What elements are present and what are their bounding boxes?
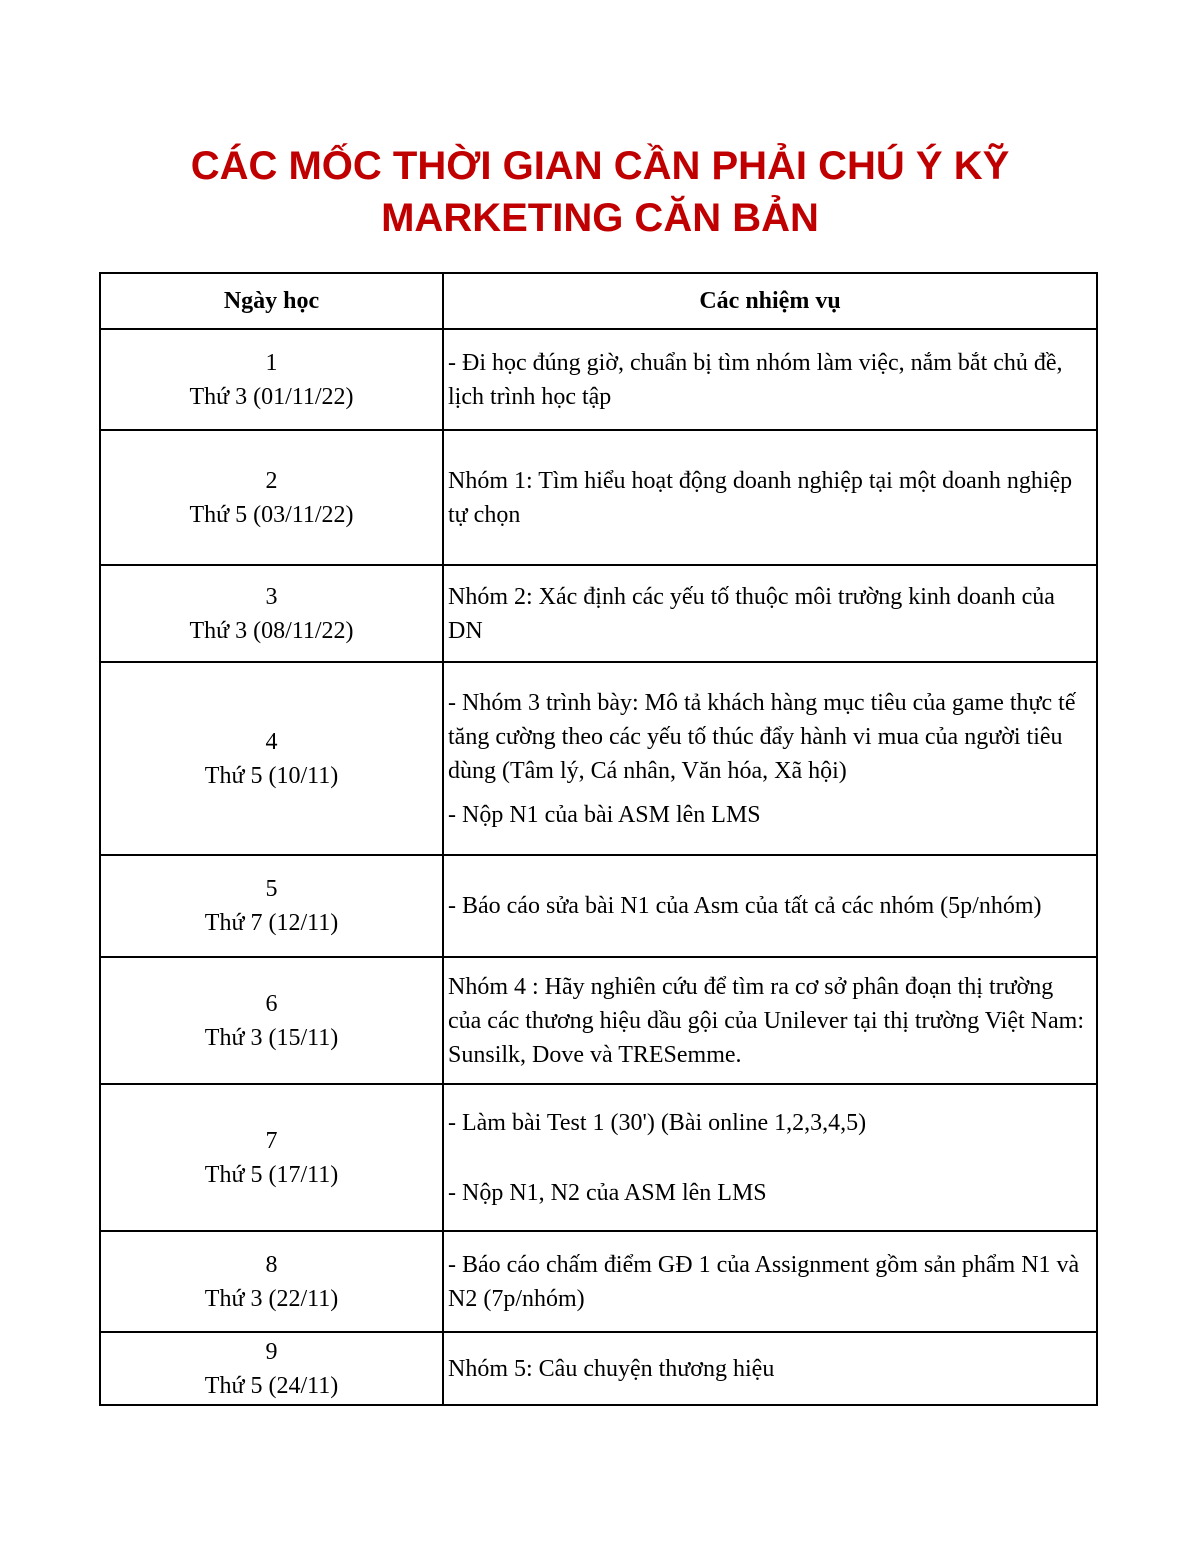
session-number: 1 <box>265 349 278 376</box>
day-cell <box>100 1231 443 1332</box>
session-date: Thứ 7 (12/11) <box>204 910 339 936</box>
session-number: 6 <box>265 990 278 1017</box>
day-cell <box>100 855 443 957</box>
task-item: Nhóm 5: Câu chuyện thương hiệu <box>448 1355 775 1382</box>
table-row <box>100 1332 1097 1405</box>
session-date: Thứ 3 (01/11/22) <box>189 383 354 410</box>
tasks-cell <box>443 329 1097 430</box>
session-number: 7 <box>265 1127 278 1154</box>
session-date: Thứ 3 (15/11) <box>204 1024 339 1051</box>
task-item: - Báo cáo sửa bài N1 của Asm của tất cả các nhóm (5p/nhóm) <box>448 893 1042 919</box>
session-date: Thứ 3 (08/11/22) <box>189 617 354 644</box>
tasks-cell <box>443 430 1097 565</box>
task-item: Nhóm 2: Xác định các yếu tố thuộc môi trường kinh doanh của DN <box>448 583 1055 644</box>
task-item: - Nộp N1 của bài ASM lên LMS <box>448 801 761 828</box>
task-item: - Nộp N1, N2 của ASM lên LMS <box>448 1179 767 1206</box>
day-cell <box>100 430 443 565</box>
table-row <box>100 565 1097 662</box>
session-number: 5 <box>265 876 278 902</box>
tasks-cell <box>443 1084 1097 1231</box>
header-day: Ngày học <box>100 273 443 329</box>
session-number: 9 <box>265 1338 278 1365</box>
task-item: - Báo cáo chấm điểm GĐ 1 của Assignment gồm sản phẩm N1 và N2 (7p/nhóm) <box>448 1251 1080 1312</box>
session-number: 2 <box>265 467 278 494</box>
tasks-cell <box>443 1231 1097 1332</box>
title-line-1: CÁC MỐC THỜI GIAN CẦN PHẢI CHÚ Ý KỸ <box>190 144 1010 188</box>
task-item: Nhóm 1: Tìm hiểu hoạt động doanh nghiệp tại một doanh nghiệp tự chọn <box>448 467 1073 528</box>
document-title <box>0 140 1200 244</box>
tasks-cell <box>443 855 1097 957</box>
task-item: Nhóm 4 : Hãy nghiên cứu để tìm ra cơ sở phân đoạn thị trường của các thương hiệu dầu gội của Unilever tại thị trường Việt Nam: Sunsilk, Dove và TRESemme. <box>448 973 1084 1068</box>
task-item: - Nhóm 3 trình bày: Mô tả khách hàng mục tiêu của game thực tế tăng cường theo các yếu tố thúc đẩy hành vi mua của người tiêu dùng (Tâm lý, Cá nhân, Văn hóa, Xã hội) <box>448 689 1076 784</box>
day-cell <box>100 329 443 430</box>
session-number: 8 <box>265 1251 278 1278</box>
table-row <box>100 855 1097 957</box>
header-tasks: Các nhiệm vụ <box>443 273 1097 329</box>
table-row <box>100 1231 1097 1332</box>
tasks-cell <box>443 957 1097 1084</box>
day-cell <box>100 1332 443 1405</box>
day-cell <box>100 565 443 662</box>
day-cell <box>100 662 443 855</box>
task-item: - Làm bài Test 1 (30') (Bài online 1,2,3,4,5) <box>448 1109 867 1136</box>
table-row <box>100 329 1097 430</box>
task-item: - Đi học đúng giờ, chuẩn bị tìm nhóm làm việc, nắm bắt chủ đề, lịch trình học tập <box>448 349 1063 410</box>
tasks-cell <box>443 662 1097 855</box>
session-number: 3 <box>265 583 278 610</box>
day-cell <box>100 957 443 1084</box>
session-date: Thứ 5 (10/11) <box>204 762 339 789</box>
title-line-2: MARKETING CĂN BẢN <box>381 196 819 240</box>
session-date: Thứ 5 (03/11/22) <box>189 501 354 528</box>
session-date: Thứ 3 (22/11) <box>204 1285 339 1312</box>
day-cell <box>100 1084 443 1231</box>
table-row <box>100 1084 1097 1231</box>
tasks-cell <box>443 1332 1097 1405</box>
tasks-cell <box>443 565 1097 662</box>
table-row <box>100 662 1097 855</box>
session-number: 4 <box>265 728 278 755</box>
session-date: Thứ 5 (17/11) <box>204 1161 339 1188</box>
table-row <box>100 430 1097 565</box>
schedule-table <box>99 272 1098 1406</box>
session-date: Thứ 5 (24/11) <box>204 1372 339 1399</box>
table-row <box>100 957 1097 1084</box>
table-header-row <box>100 273 1097 329</box>
